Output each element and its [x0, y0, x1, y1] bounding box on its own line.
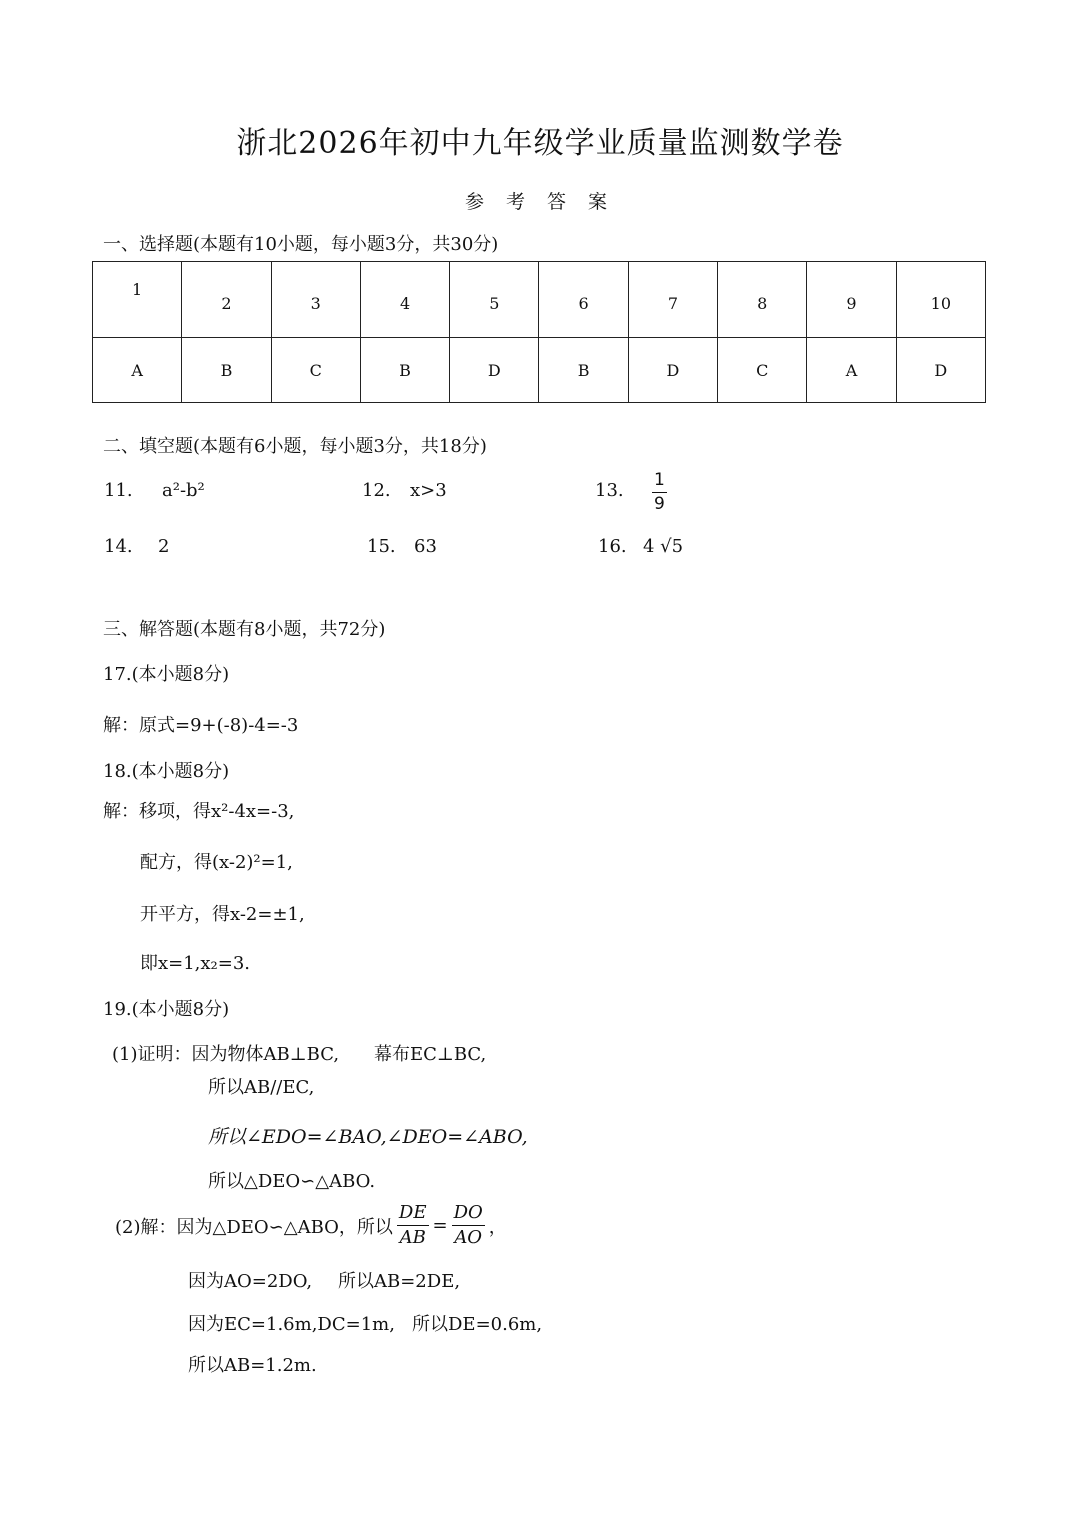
- fill-item-answer: 63: [414, 536, 437, 557]
- q17-label: 17.(本小题8分): [103, 664, 230, 685]
- q19-solution-line: 所以DE=0.6m,: [412, 1314, 543, 1335]
- q18-step: 配方，得(x-2)²=1,: [140, 852, 293, 873]
- section2-heading: 二、填空题(本题有6小题，每小题3分，共18分): [103, 436, 487, 457]
- answer-cell: D: [450, 338, 539, 403]
- q19-proof-line: 幕布EC⊥BC,: [374, 1044, 487, 1065]
- question-number: 10: [896, 262, 985, 338]
- answer-cell: B: [182, 338, 271, 403]
- page-title: 浙北2026年初中九年级学业质量监测数学卷: [236, 126, 844, 161]
- fill-item-number: 11.: [104, 480, 133, 501]
- q19-proof-line: 所以△DEO∽△ABO.: [208, 1171, 376, 1192]
- section3-heading: 三、解答题(本题有8小题，共72分): [103, 619, 386, 640]
- fraction: [652, 472, 667, 513]
- q19-solution-line: 因为EC=1.6m,DC=1m,: [188, 1314, 395, 1335]
- fraction: [397, 1204, 429, 1247]
- q18-step: 解：移项，得x²-4x=-3,: [103, 801, 295, 822]
- fill-item-number: 15.: [367, 536, 396, 557]
- question-number: 3: [271, 262, 360, 338]
- answer-cell: C: [271, 338, 360, 403]
- question-number: 1: [93, 262, 182, 338]
- answer-table: [92, 261, 986, 403]
- answer-cell: B: [360, 338, 449, 403]
- fraction-numerator: DE: [397, 1204, 429, 1226]
- fraction-numerator: 1: [652, 472, 667, 493]
- page-subtitle: 参 考 答 案: [464, 191, 616, 213]
- question-number: 8: [718, 262, 807, 338]
- table-row: [93, 262, 986, 338]
- fill-item-answer: a²-b²: [162, 480, 205, 501]
- question-number: 7: [628, 262, 717, 338]
- fill-item-answer: x>3: [410, 480, 447, 501]
- fraction: [452, 1204, 485, 1247]
- fill-item-answer: 2: [158, 536, 170, 557]
- fraction-denominator: AB: [399, 1227, 426, 1248]
- q18-step: 即x=1,x₂=3.: [140, 953, 251, 974]
- q19-proof-line: (1)证明：因为物体AB⊥BC,: [112, 1044, 340, 1065]
- q17-solution: 解：原式=9+(-8)-4=-3: [103, 715, 299, 736]
- answer-cell: A: [93, 338, 182, 403]
- question-number: 4: [360, 262, 449, 338]
- fraction-denominator: AO: [454, 1227, 483, 1248]
- fill-item-number: 12.: [362, 480, 391, 501]
- answer-cell: A: [807, 338, 896, 403]
- q19-proof-line: 所以∠EDO=∠BAO,∠DEO=∠ABO,: [208, 1126, 528, 1148]
- q19-solution-line: 所以AB=2DE,: [338, 1271, 461, 1292]
- q18-label: 18.(本小题8分): [103, 761, 230, 782]
- q19-proof-line: 所以AB//EC,: [208, 1077, 315, 1098]
- question-number: 5: [450, 262, 539, 338]
- answer-cell: B: [539, 338, 628, 403]
- equals-sign: =: [432, 1215, 448, 1236]
- q18-step: 开平方，得x-2=±1,: [140, 904, 305, 925]
- fill-item-answer: [652, 472, 667, 513]
- section1-heading: 一、选择题(本题有10小题，每小题3分，共30分): [103, 234, 499, 255]
- question-number: 9: [807, 262, 896, 338]
- answer-cell: D: [896, 338, 985, 403]
- fill-item-answer: 4 √5: [643, 536, 684, 557]
- q19-label: 19.(本小题8分): [103, 999, 230, 1020]
- q19-part2-suffix: ，: [488, 1216, 507, 1238]
- question-number: 6: [539, 262, 628, 338]
- answer-cell: C: [718, 338, 807, 403]
- fill-item-number: 14.: [104, 536, 133, 557]
- question-number: 2: [182, 262, 271, 338]
- fill-item-number: 16.: [598, 536, 627, 557]
- answer-cell: D: [628, 338, 717, 403]
- q19-part2-first-line: [115, 1204, 507, 1247]
- fill-item-number: 13.: [595, 480, 624, 501]
- q19-solution-line: 所以AB=1.2m.: [188, 1355, 317, 1376]
- table-row: [93, 338, 986, 403]
- fraction-numerator: DO: [452, 1204, 485, 1226]
- fraction-denominator: 9: [654, 494, 665, 514]
- q19-solution-line: 因为AO=2DO,: [188, 1271, 313, 1292]
- q19-part2-prefix: (2)解：因为△DEO∽△ABO，所以: [115, 1216, 393, 1238]
